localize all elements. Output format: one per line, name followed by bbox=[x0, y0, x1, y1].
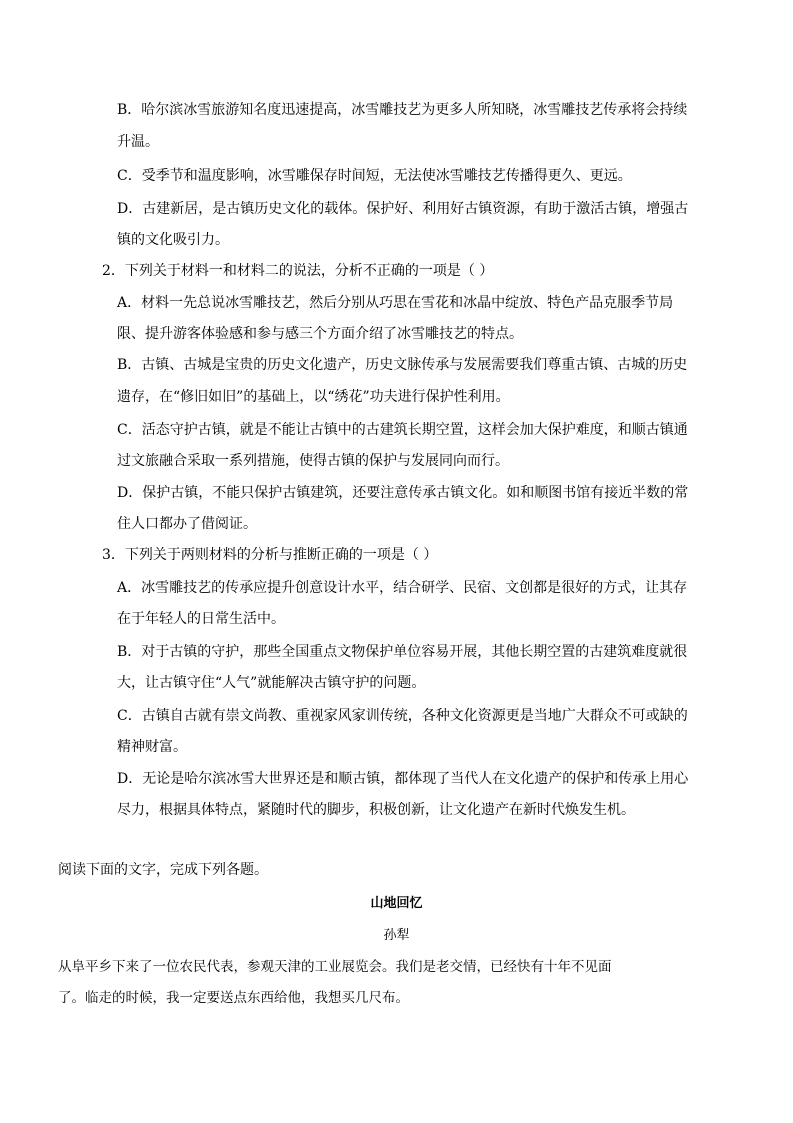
option-b-q3-line1: B．对于古镇的守护，那些全国重点文物保护单位容易开展，其他长期空置的古建筑难度就很 bbox=[117, 644, 688, 660]
option-b-q1-line2: 升温。 bbox=[117, 134, 159, 150]
option-a-q3-line1: A．冰雪雕技艺的传承应提升创意设计水平，结合研学、民宿、文创都是很好的方式，让其存 bbox=[117, 580, 688, 596]
option-b-q3-line2: 大，让古镇守住“人气”就能解决古镇守护的问题。 bbox=[117, 675, 426, 691]
option-c-q2-line1: C．活态守护古镇，就是不能让古镇中的古建筑长期空置，这样会加大保护难度，和顺古镇通 bbox=[117, 422, 688, 438]
question-3: 3．下列关于两则材料的分析与推断正确的一项是（ ） bbox=[102, 547, 438, 563]
story-paragraph-line1: 从阜平乡下来了一位农民代表，参观天津的工业展览会。我们是老交情，已经快有十年不见面 bbox=[58, 959, 612, 975]
option-d-q2-line1: D．保护古镇，不能只保护古镇建筑，还要注意传承古镇文化。如和顺图书馆有接近半数的常 bbox=[117, 485, 689, 501]
story-author: 孙犁 bbox=[383, 928, 410, 943]
option-d-q2-line2: 住人口都办了借阅证。 bbox=[117, 516, 257, 532]
option-d-q3-line1: D．无论是哈尔滨冰雪大世界还是和顺古镇，都体现了当代人在文化遗产的保护和传承上用心 bbox=[117, 771, 689, 787]
option-c-q3-line2: 精神财富。 bbox=[117, 739, 187, 755]
option-b-q2-line2: 遗存，在“修旧如旧”的基础上，以“绣花”功夫进行保护性利用。 bbox=[117, 389, 510, 405]
option-d-q1-line1: D．古建新居，是古镇历史文化的载体。保护好、利用好古镇资源，有助于激活古镇，增强古 bbox=[117, 201, 689, 217]
story-paragraph-line2: 了。临走的时候，我一定要送点东西给他，我想买几尺布。 bbox=[58, 990, 409, 1006]
option-c-q3-line1: C．古镇自古就有崇文尚教、重视家风家训传统，各种文化资源更是当地广大群众不可或缺的 bbox=[117, 708, 688, 724]
option-b-q2-line1: B．古镇、古城是宝贵的历史文化遗产，历史文脉传承与发展需要我们尊重古镇、古城的历史 bbox=[117, 357, 688, 373]
option-d-q1-line2: 镇的文化吸引力。 bbox=[117, 232, 229, 248]
option-b-q1-line1: B．哈尔滨冰雪旅游知名度迅速提高，冰雪雕技艺为更多人所知晓，冰雪雕技艺传承将会持续 bbox=[117, 102, 688, 118]
option-a-q2-line2: 限、提升游客体验感和参与感三个方面介绍了冰雪雕技艺的特点。 bbox=[117, 326, 523, 342]
option-d-q3-line2: 尽力，根据具体特点，紧随时代的脚步，积极创新，让文化遗产在新时代焕发生机。 bbox=[117, 802, 635, 818]
option-a-q3-line2: 在于年轻人的日常生活中。 bbox=[117, 611, 285, 627]
option-a-q2-line1: A．材料一先总说冰雪雕技艺，然后分别从巧思在雪花和冰晶中绽放、特色产品克服季节局 bbox=[117, 295, 674, 311]
option-c-q2-line2: 过文旅融合采取一系列措施，使得古镇的保护与发展同向而行。 bbox=[117, 453, 509, 469]
reading-instruction: 阅读下面的文字，完成下列各题。 bbox=[58, 862, 268, 878]
question-2: 2．下列关于材料一和材料二的说法，分析不正确的一项是（ ） bbox=[102, 263, 494, 279]
option-c-q1: C．受季节和温度影响，冰雪雕保存时间短，无法使冰雪雕技艺传播得更久、更远。 bbox=[117, 168, 632, 184]
story-title: 山地回忆 bbox=[370, 896, 423, 911]
